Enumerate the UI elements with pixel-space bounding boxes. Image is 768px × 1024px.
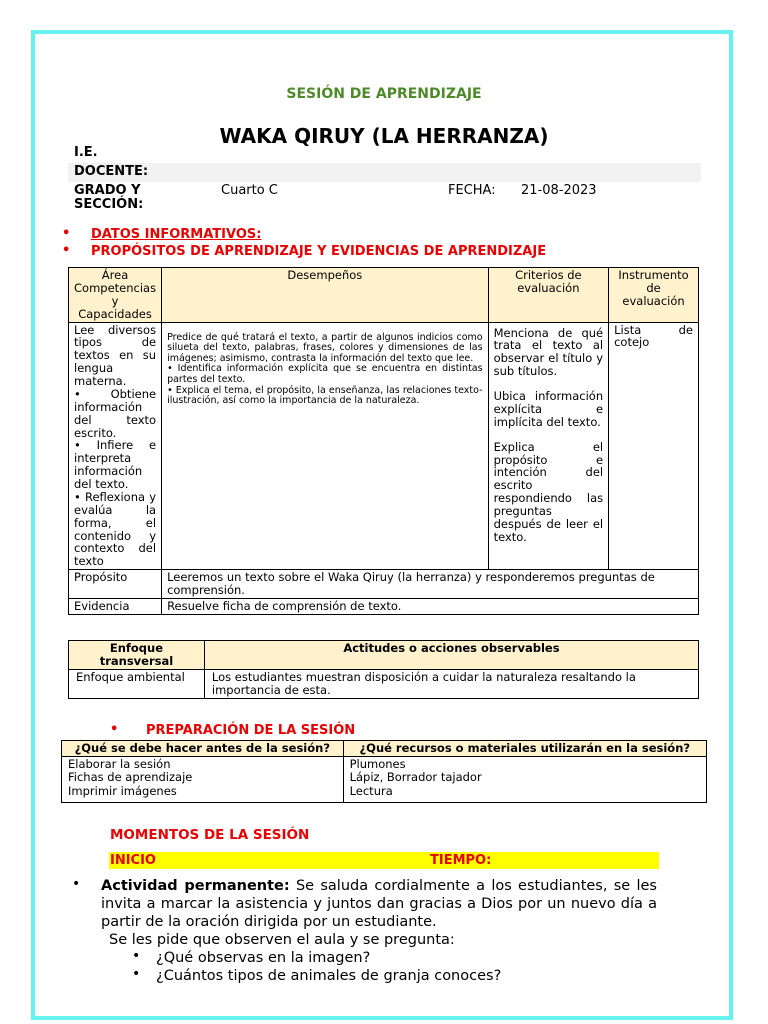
recursos-cell: [343, 757, 706, 803]
pregunta-item: ¿Cuántos tipos de animales de granja conoces?: [156, 968, 502, 984]
actitudes-header: Actitudes o acciones observables: [204, 641, 698, 670]
lesson-title: WAKA QIRUY (LA HERRANZA): [219, 124, 549, 148]
actividad-paragraph: [101, 877, 657, 931]
propositos-heading: PROPÓSITOS DE APRENDIZAJE Y EVIDENCIAS DE APRENDIZAJE: [91, 244, 547, 259]
area-cell: [69, 322, 162, 570]
area-item: • Reflexiona y evalúa la forma, el contenido y contexto del texto: [74, 489, 157, 569]
preparacion-heading: PREPARACIÓN DE LA SESIÓN: [146, 723, 356, 738]
momentos-heading: MOMENTOS DE LA SESIÓN: [110, 827, 310, 843]
bullet-pregunta: •: [132, 948, 141, 964]
purpose-table: [68, 267, 699, 615]
header-instrumento: Instrumento de evaluación: [609, 268, 699, 323]
actitudes-value: Los estudiantes muestran disposición a cuidar la naturaleza resaltando la importancia de esta.: [204, 669, 698, 698]
bullet-preparacion: •: [110, 722, 119, 737]
actividad-label: Actividad permanente:: [101, 878, 290, 894]
enfoque-value: Enfoque ambiental: [69, 669, 205, 698]
inicio-bar: [109, 852, 659, 869]
desempeno-text: • Identifica información explícita que se encuentra en distintas partes del texto.: [167, 363, 483, 385]
bullet-propositos: •: [62, 243, 71, 258]
criterio-text: Ubica información explícita e implícita del texto.: [493, 389, 604, 429]
area-text: Lee diversos tipos de textos en su lengua materna.: [74, 322, 157, 388]
list-item: Imprimir imágenes: [68, 783, 177, 798]
fecha-label: FECHA:: [448, 183, 496, 198]
ie-label: I.E.: [74, 145, 98, 160]
desempenos-cell: [162, 322, 489, 570]
seccion-label: SECCIÓN:: [74, 197, 144, 212]
enfoque-table: [68, 640, 699, 699]
antes-cell: [62, 757, 344, 803]
desempeno-text: Predice de qué tratará el texto, a partir de algunos indicios como silueta del texto, palabras, frases, colores y dimensiones de las imágenes; asimismo, contrasta la información del texto que lee.: [167, 331, 483, 364]
criterio-text: Menciona de qué trata el texto al observar el título y sub títulos.: [493, 325, 604, 379]
proposito-label: Propósito: [69, 570, 162, 599]
docente-label: DOCENTE:: [74, 164, 149, 179]
actividad-text: Se saluda cordialmente a los estudiantes, se les invita a marcar la asistencia y juntos dan gracias a Dios por un nuevo día a partir de la oración dirigida por un estudiante.: [101, 878, 657, 930]
recursos-header: ¿Qué recursos o materiales utilizarán en la sesión?: [343, 741, 706, 757]
area-item: • Infiere e interpreta información del texto.: [74, 438, 157, 491]
list-item: Fichas de aprendizaje: [68, 770, 193, 785]
list-item: Lectura: [349, 783, 393, 798]
tiempo-label: TIEMPO:: [430, 853, 492, 868]
grado-label: GRADO Y: [74, 183, 141, 198]
fecha-value: 21-08-2023: [521, 183, 597, 198]
enfoque-header: Enfoque transversal: [69, 641, 205, 670]
evidencia-text: Resuelve ficha de comprensión de texto.: [162, 598, 699, 614]
criterio-text: Explica el propósito e intención del escrito respondiendo las preguntas después de leer el texto.: [493, 439, 604, 544]
pide-text: Se les pide que observen el aula y se pregunta:: [109, 932, 455, 948]
header-desempenos: Desempeños: [162, 268, 489, 323]
inicio-label: INICIO: [110, 853, 156, 868]
proposito-text: Leeremos un texto sobre el Waka Qiruy (la herranza) y responderemos preguntas de comprensión.: [162, 570, 699, 599]
area-item: • Obtiene información del texto escrito.: [74, 386, 157, 440]
docente-row: [68, 163, 701, 182]
list-item: Lápiz, Borrador tajador: [349, 770, 482, 785]
grado-value: Cuarto C: [221, 183, 278, 198]
datos-heading: DATOS INFORMATIVOS:: [91, 227, 262, 242]
criterios-cell: [488, 322, 609, 570]
antes-header: ¿Qué se debe hacer antes de la sesión?: [62, 741, 344, 757]
bullet-pregunta: •: [132, 966, 141, 982]
pregunta-item: ¿Qué observas en la imagen?: [156, 950, 371, 966]
bullet-datos: •: [62, 226, 71, 241]
list-item: Plumones: [349, 757, 406, 772]
header-area: Área Competencias y Capacidades: [69, 268, 162, 323]
desempeno-text: • Explica el tema, el propósito, la enseñanza, las relaciones texto-ilustración, así como la importancia de la naturaleza.: [167, 384, 483, 407]
evidencia-label: Evidencia: [69, 598, 162, 614]
preparacion-table: [61, 740, 707, 803]
bullet-actividad: •: [72, 876, 81, 892]
header-criterios: Criterios de evaluación: [488, 268, 609, 323]
session-title: SESIÓN DE APRENDIZAJE: [286, 86, 482, 102]
instrumento-cell: Lista de cotejo: [609, 322, 699, 570]
list-item: Elaborar la sesión: [68, 757, 171, 772]
